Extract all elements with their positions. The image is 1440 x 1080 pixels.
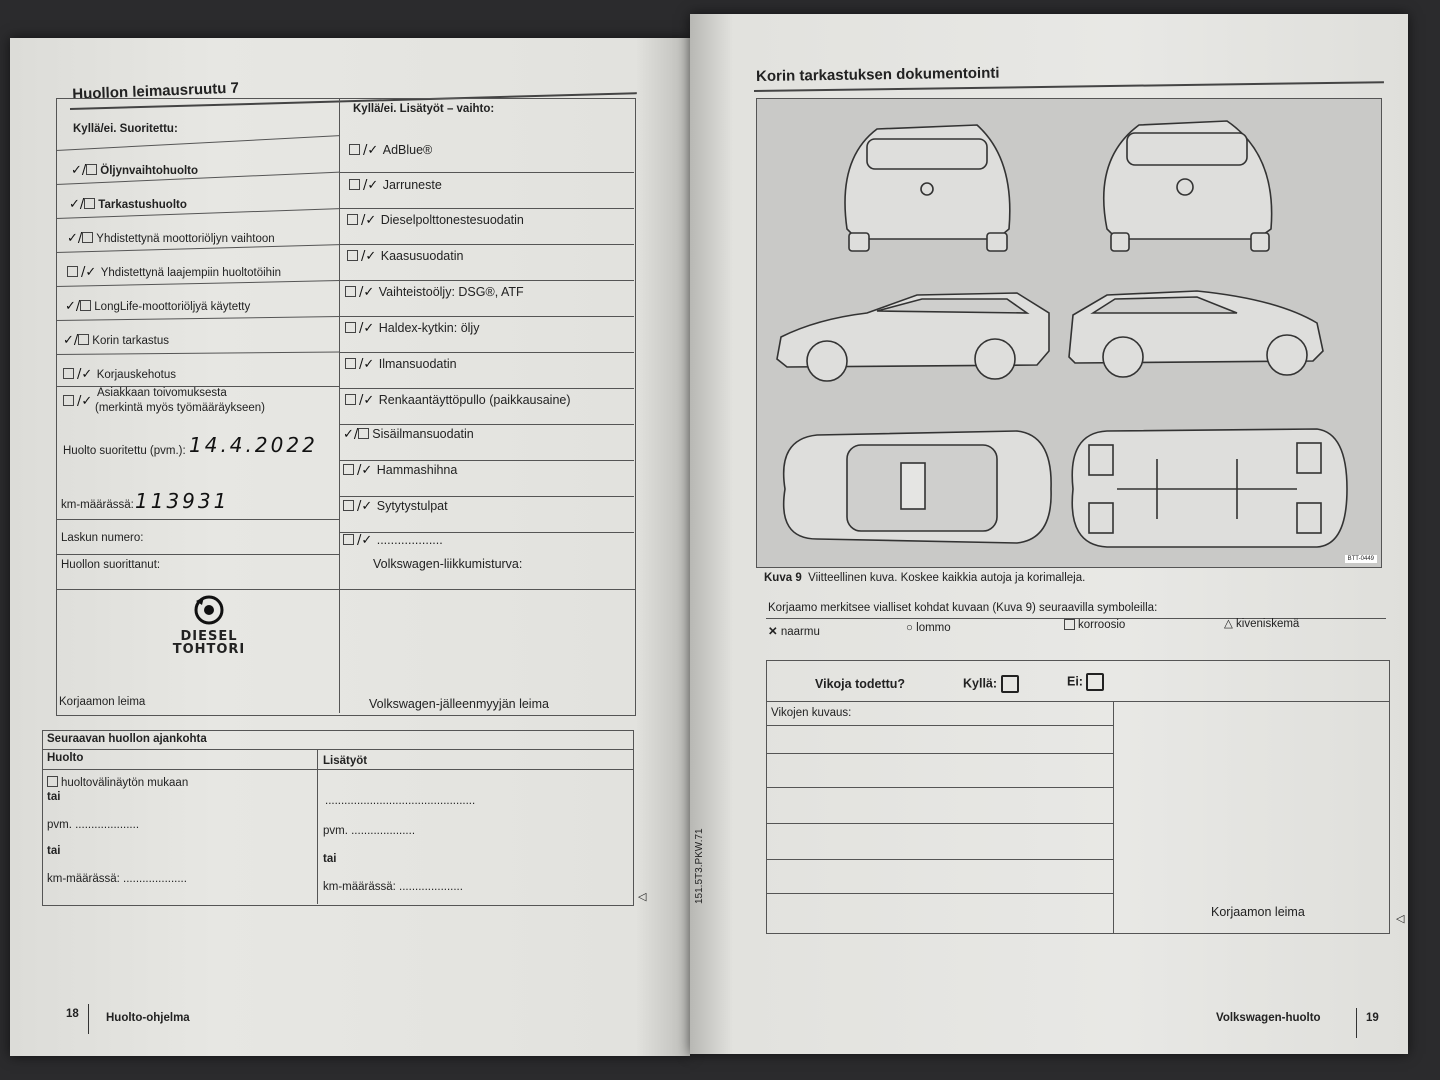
right-page — [690, 14, 1408, 1054]
interval-checkbox[interactable]: huoltovälinäytön mukaan — [47, 773, 188, 791]
list-item[interactable]: /✓ — [63, 392, 92, 410]
list-item[interactable]: ✓/ Yhdistettynä moottoriöljyn vaihtoon — [67, 231, 275, 246]
next-col-extra: Lisätyöt — [323, 755, 368, 767]
next-date-field[interactable]: pvm. .................... — [47, 819, 140, 831]
list-item[interactable]: /✓ Vaihteistoöljy: DSG®, ATF — [345, 283, 524, 301]
next-km-field[interactable]: km-määrässä: .................... — [47, 873, 187, 885]
list-item[interactable]: /✓ Sytytystulpat — [343, 497, 448, 515]
right-column-header: Kyllä/ei. Lisätyöt – vaihto: — [353, 103, 495, 115]
car-outline-icon — [757, 99, 1381, 567]
page-footer: Volkswagen-huolto — [1216, 1012, 1321, 1024]
figure-code: BTT-0449 — [1345, 555, 1377, 563]
list-item[interactable]: ✓/ Öljynvaihtohuolto — [71, 163, 199, 178]
page-number: 18 — [66, 1008, 79, 1020]
or-label: tai — [47, 845, 61, 857]
description-line[interactable] — [767, 893, 1113, 894]
list-item[interactable]: /✓ Ilmansuodatin — [345, 355, 457, 373]
invoice-label: Laskun numero: — [61, 532, 144, 544]
description-line[interactable] — [767, 787, 1113, 788]
page-footer: Huolto-ohjelma — [106, 1012, 190, 1024]
next-col-service: Huolto — [47, 752, 84, 764]
defects-table — [766, 660, 1390, 934]
stamp-logo-icon — [192, 595, 226, 625]
table-divider — [339, 99, 340, 713]
defects-yes[interactable]: Kyllä: — [963, 675, 1019, 693]
workshop-stamp-label: Korjaamon leima — [1211, 905, 1305, 919]
performer-label: Huollon suorittanut: — [61, 559, 161, 571]
extra-work-field[interactable]: ............................................... — [325, 795, 476, 807]
list-item[interactable]: /✓ Renkaantäyttöpullo (paikkausaine) — [345, 391, 571, 409]
list-item[interactable]: /✓ AdBlue® — [349, 141, 432, 159]
list-item[interactable]: /✓ Yhdistettynä laajempiin huoltotöihin — [67, 263, 281, 281]
description-line[interactable] — [767, 823, 1113, 824]
list-item[interactable]: /✓ Hammashihna — [343, 461, 457, 479]
next-service-title: Seuraavan huollon ajankohta — [47, 733, 207, 745]
km-label: km-määrässä: — [61, 499, 134, 511]
list-item[interactable]: ✓/ Korin tarkastus — [63, 333, 169, 348]
list-item[interactable]: /✓ Kaasusuodatin — [347, 247, 463, 265]
or-label: tai — [323, 853, 337, 865]
left-page — [10, 38, 690, 1056]
extra-date-field[interactable]: pvm. .................... — [323, 825, 416, 837]
diesel-tohtori-stamp: DIESEL TOHTORI — [169, 595, 249, 656]
document-code: 151.5T3.PKW.71 — [694, 828, 705, 904]
continue-arrow-icon: ◁ — [638, 891, 647, 903]
guarantee-label: Volkswagen-liikkumisturva: — [373, 557, 523, 571]
yes-checkbox[interactable] — [1001, 675, 1019, 693]
workshop-stamp-label: Korjaamon leima — [59, 696, 146, 708]
km-value: 113931 — [135, 489, 230, 513]
symbol-stone-chip: △ kiveniskemä — [1224, 618, 1300, 630]
left-page-title: Huollon leimausruutu 7 — [72, 79, 240, 103]
right-page-title: Korin tarkastuksen dokumentointi — [756, 64, 1000, 85]
list-item[interactable]: ✓/ Tarkastushuolto — [69, 197, 187, 212]
stamp-table — [56, 98, 636, 716]
symbol-dent: ○ lommo — [906, 622, 951, 634]
description-line[interactable] — [767, 859, 1113, 860]
description-line[interactable] — [767, 753, 1113, 754]
figure-caption: Kuva 9 Viitteellinen kuva. Koskee kaikkia autoja ja korimalleja. — [764, 572, 1086, 584]
or-label: tai — [47, 791, 61, 803]
list-item[interactable]: /✓ Haldex-kytkin: öljy — [345, 319, 479, 337]
car-body-diagram[interactable] — [756, 98, 1382, 568]
symbol-scratch: ✕ naarmu — [768, 626, 820, 638]
list-item[interactable]: ✓/ Sisäilmansuodatin — [343, 427, 474, 442]
defects-description-label: Vikojen kuvaus: — [771, 707, 852, 719]
customer-request-note: (merkintä myös työmääräykseen) — [95, 402, 265, 414]
page-number: 19 — [1366, 1012, 1379, 1024]
defects-no[interactable]: Ei: — [1067, 673, 1104, 691]
next-service-table — [42, 730, 634, 906]
service-date-value: 14.4.2022 — [189, 433, 318, 457]
defects-found-label: Vikoja todettu? — [815, 677, 906, 691]
continue-arrow-icon: ◁ — [1396, 913, 1405, 925]
list-item[interactable]: /✓ Korjauskehotus — [63, 365, 176, 383]
symbols-intro: Korjaamo merkitsee vialliset kohdat kuvaan (Kuva 9) seuraavilla symboleilla: — [768, 602, 1158, 614]
customer-request-label: Asiakkaan toivomuksesta — [97, 387, 227, 399]
left-column-header: Kyllä/ei. Suoritettu: — [73, 123, 178, 135]
list-item[interactable]: /✓ ................... — [343, 531, 443, 549]
list-item[interactable]: /✓ Dieselpolttonestesuodatin — [347, 211, 524, 229]
service-date-label: Huolto suoritettu (pvm.): — [63, 445, 186, 457]
dealer-stamp-label: Volkswagen-jälleenmyyjän leima — [369, 697, 549, 711]
extra-km-field[interactable]: km-määrässä: .................... — [323, 881, 463, 893]
list-item[interactable]: ✓/ LongLife-moottoriöljyä käytetty — [65, 299, 251, 314]
symbol-corrosion: korroosio — [1064, 619, 1125, 631]
description-line[interactable] — [767, 725, 1113, 726]
list-item[interactable]: /✓ Jarruneste — [349, 176, 442, 194]
no-checkbox[interactable] — [1086, 673, 1104, 691]
